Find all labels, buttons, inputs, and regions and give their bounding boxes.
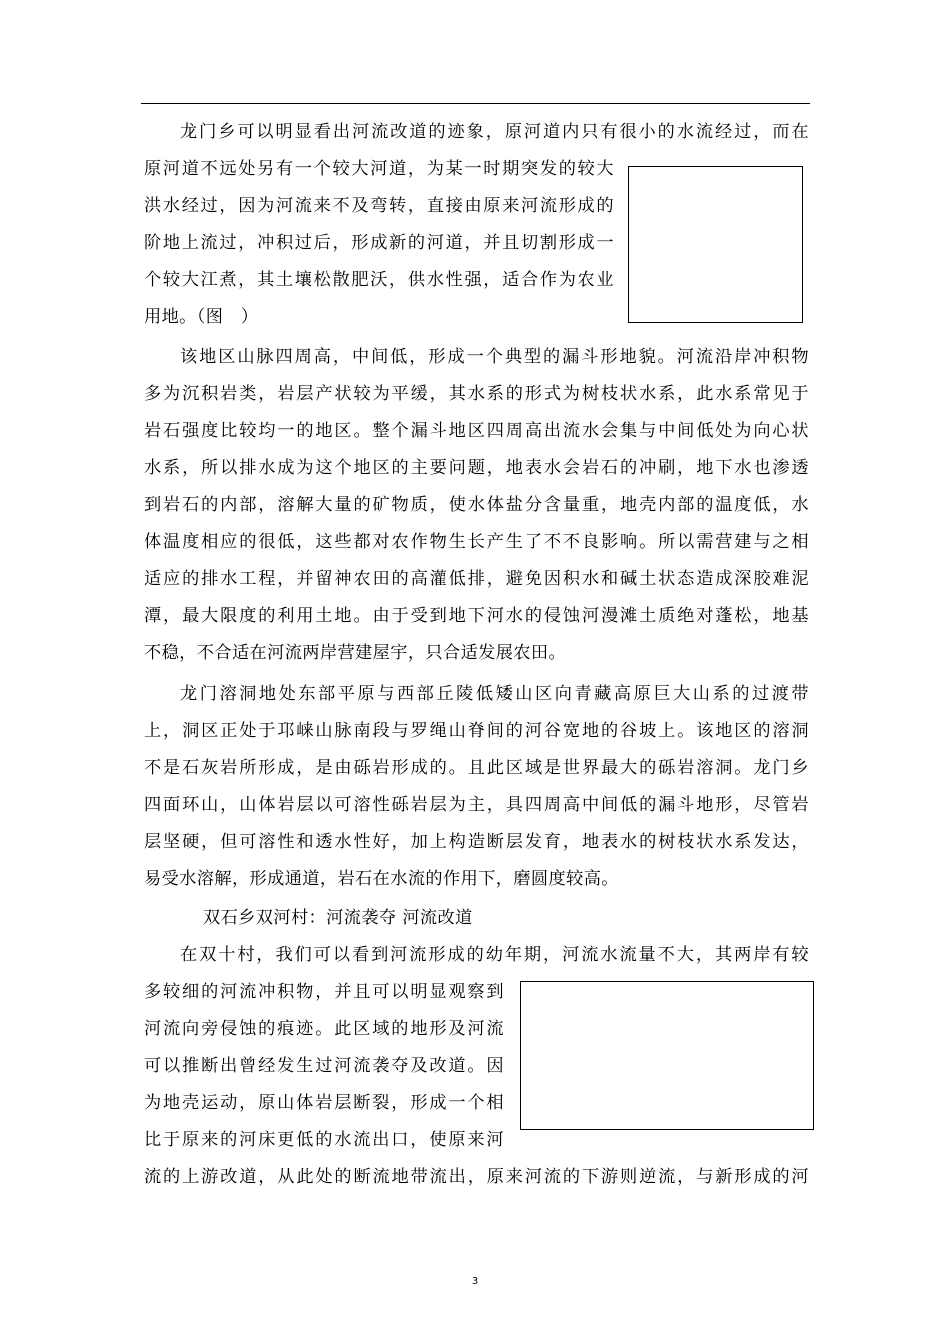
text-line: 上，洞区正处于邛崃山脉南段与罗绳山脊间的河谷宽地的谷坡上。该地区的溶洞 <box>144 721 809 741</box>
text-line: 洪水经过，因为河流来不及弯转，直接由原来河流形成的 <box>144 196 614 216</box>
text-line: 多为沉积岩类，岩层产状较为平缓，其水系的形式为树枝状水系，此水系常见于 <box>144 384 809 404</box>
text-line: 水系，所以排水成为这个地区的主要问题，地表水会岩石的冲刷，地下水也渗透 <box>144 458 809 478</box>
section-subheading: 双石乡双河村：河流袭夺 河流改道 <box>203 908 473 928</box>
text-line: 易受水溶解，形成通道，岩石在水流的作用下，磨圆度较高。 <box>144 869 619 889</box>
text-line: 层坚硬，但可溶性和透水性好，加上构造断层发育，地表水的树枝状水系发达， <box>144 832 809 852</box>
text-line: 可以推断出曾经发生过河流袭夺及改道。因 <box>144 1056 504 1076</box>
page-number: 3 <box>471 1276 479 1287</box>
text-line: 潭，最大限度的利用土地。由于受到地下河水的侵蚀河漫滩土质绝对蓬松，地基 <box>144 606 809 626</box>
text-line: 龙门乡可以明显看出河流改道的迹象，原河道内只有很小的水流经过，而在 <box>180 122 809 142</box>
text-line: 为地壳运动，原山体岩层断裂，形成一个相 <box>144 1093 504 1113</box>
text-line: 岩石强度比较均一的地区。整个漏斗地区四周高出流水会集与中间低处为向心状 <box>144 421 809 441</box>
text-line: 比于原来的河床更低的水流出口，使原来河 <box>144 1130 504 1150</box>
text-line: 适应的排水工程，并留神农田的高灌低排，避免因积水和碱土状态造成深胶难泥 <box>144 569 809 589</box>
text-line: 龙门溶洞地处东部平原与西部丘陵低矮山区向青藏高原巨大山系的过渡带 <box>180 684 809 704</box>
text-line: 在双十村，我们可以看到河流形成的幼年期，河流水流量不大，其两岸有较 <box>180 945 809 965</box>
text-line: 该地区山脉四周高，中间低，形成一个典型的漏斗形地貌。河流沿岸冲积物 <box>180 347 809 367</box>
text-line: 阶地上流过，冲积过后，形成新的河道，并且切割形成一 <box>144 233 614 253</box>
text-line: 流的上游改道，从此处的断流地带流出，原来河流的下游则逆流，与新形成的河 <box>144 1167 809 1187</box>
figure-placeholder <box>520 981 814 1130</box>
header-rule <box>141 103 810 104</box>
text-line: 原河道不远处另有一个较大河道，为某一时期突发的较大 <box>144 159 614 179</box>
text-line: 河流向旁侵蚀的痕迹。此区域的地形及河流 <box>144 1019 504 1039</box>
text-line: 多较细的河流冲积物，并且可以明显观察到 <box>144 982 504 1002</box>
text-line: 个较大江煮，其土壤松散肥沃，供水性强，适合作为农业 <box>144 270 614 290</box>
figure-placeholder <box>628 166 803 323</box>
text-line: 不是石灰岩所形成，是由砾岩形成的。且此区域是世界最大的砾岩溶洞。龙门乡 <box>144 758 809 778</box>
text-line: 体温度相应的很低，这些都对农作物生长产生了不不良影响。所以需营建与之相 <box>144 532 809 552</box>
text-line: 不稳，不合适在河流两岸营建屋宇，只合适发展农田。 <box>144 643 567 663</box>
text-line: 四面环山，山体岩层以可溶性砾岩层为主，具四周高中间低的漏斗地形，尽管岩 <box>144 795 809 815</box>
text-line: 用地。（图 ） <box>144 307 259 327</box>
text-line: 到岩石的内部，溶解大量的矿物质，使水体盐分含量重，地壳内部的温度低，水 <box>144 495 809 515</box>
